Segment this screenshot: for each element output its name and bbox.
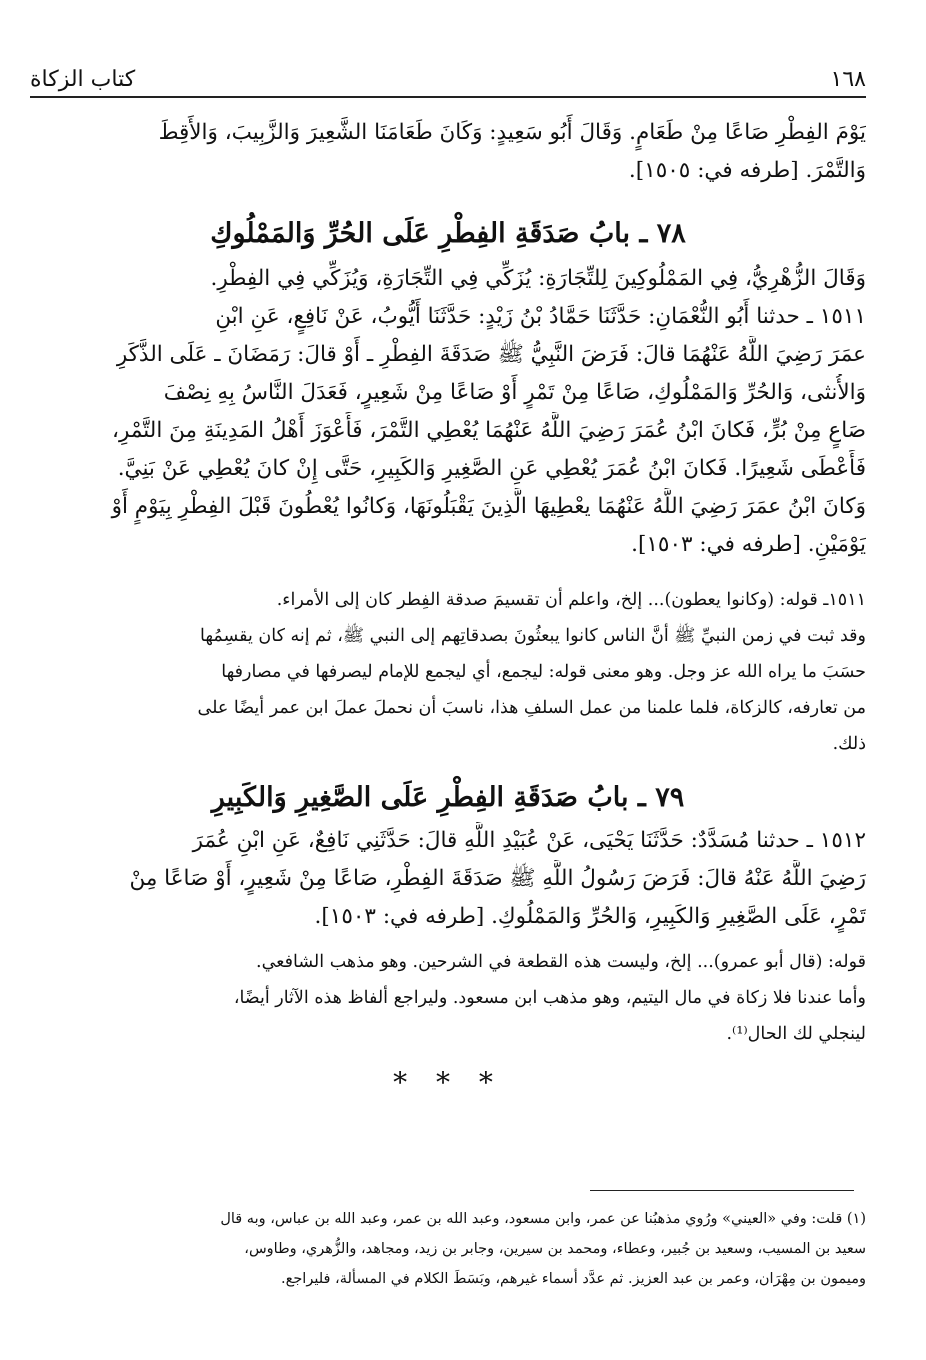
text-line: من تعارفه، كالزكاة، فلما علمنا من عمل السلفِ هذا، ناسبَ أن نحملَ عملَ ابن عمر أيضًا على	[197, 698, 866, 718]
footnote-line: وميمون بن مِهْرَان، وعمر بن عبد العزيز. ثم عدَّد أسماء غيرهم، وبَسَطَ الكلام في المسألة، فليراجع.	[281, 1271, 866, 1287]
text-line: ذلك.	[832, 734, 866, 754]
footnote-divider	[590, 1190, 854, 1191]
text-line: ١٥١١ـ قوله: (وكانوا يعطون)... إلخ، واعلم أن تقسيمَ صدقة الفِطر كان إلى الأمراء.	[276, 590, 866, 610]
footnote-line: (١) قلت: وفي «العيني» ورُوي مذهبُنا عن عمر، وابن مسعود، وعبد الله بن عمر، وعبد الله بن عباس، وبه قال	[220, 1211, 866, 1227]
footnote-line: سعيد بن المسيب، وسعيد بن جُبير، وعطاء، ومحمد بن سيرين، وجابر بن زيد، ومجاهد، والزُّهري، وطاوس،	[244, 1241, 866, 1257]
text-line: فَأَعْطَى شَعِيرًا. فَكانَ ابْنُ عُمَرَ يُعْطِي عَنِ الصَّغِيرِ وَالكَبِيرِ، حَتَّى إِنْ كانَ يُعْطِي عَنْ بَنِيَّ.	[117, 456, 866, 481]
hadith-1512	[30, 822, 866, 936]
section-separator: * * *	[393, 1066, 503, 1099]
text-line: قوله: (قال أبو عمرو)... إلخ، وليست هذه القطعة في الشرحين. وهو مذهب الشافعي.	[256, 952, 866, 972]
text-line: يَوْمَ الفِطْرِ صَاعًا مِنْ طَعَامٍ. وَقَالَ أَبُو سَعِيدٍ: وَكَانَ طَعَامَنَا الشَّعِيرَ وَالزَّبِيبَ، وَالأَقِطَ	[158, 120, 866, 145]
text-line: وَالأُنثى، وَالحُرِّ وَالمَمْلُوكِ، صَاعًا مِنْ تَمْرٍ أَوْ صَاعًا مِنْ شَعِيرٍ، فَعَدَلَ النَّاسُ بِهِ نِصْفَ	[163, 380, 866, 405]
chapter-heading-79: ٧٩ ـ بابُ صَدَقَةِ الفِطْرِ عَلَى الصَّغِيرِ وَالكَبِيرِ	[211, 782, 685, 813]
text-line: لينجلي لك الحال⁽¹⁾.	[726, 1024, 866, 1044]
text-line: يَوْمَيْنِ. [طرفه في: ١٥٠٣].	[631, 532, 866, 557]
text-line: تَمْرٍ، عَلَى الصَّغِيرِ وَالكَبِيرِ، وَالحُرِّ وَالمَمْلُوكِ. [طرفه في: ١٥٠٣].	[314, 904, 866, 929]
text-line: عمَرَ رَضِيَ اللَّهُ عَنْهُمَا قالَ: فَرَضَ النَّبِيُّ ﷺ صَدَقَةَ الفِطْرِ ـ أَوْ قالَ: رَمَضَانَ ـ عَلَى الذَّكَرِ	[116, 342, 866, 367]
text-line: رَضِيَ اللَّهُ عَنْهُ قالَ: فَرَضَ رَسُولُ اللَّهِ ﷺ صَدَقَةَ الفِطْرِ، صَاعًا مِنْ شَعِيرٍ، أَوْ صَاعًا مِنْ	[129, 866, 866, 891]
hadith-1511	[30, 260, 866, 564]
text-line: وَالتَّمْرَ. [طرفه في: ١٥٠٥].	[628, 158, 866, 183]
page-header	[30, 52, 866, 92]
text-line: وَقَالَ الزُّهْرِيُّ، فِي المَمْلُوكِينَ لِلتِّجَارَةِ: يُزَكِّي فِي التِّجَارَةِ، وَيُزَكِّي فِي الفِطْرِ.	[210, 266, 866, 291]
text-line: ١٥١١ ـ حدثنا أَبُو النُّعْمَانِ: حَدَّثَنَا حَمَّادُ بْنُ زَيْدٍ: حَدَّثَنَا أَيُّوبُ، عَنْ نَافِعٍ، عَنِ ابْنِ	[215, 304, 866, 329]
intro-paragraph	[30, 114, 866, 190]
footnote	[30, 1204, 866, 1294]
text-line: حسَبَ ما يراه الله عز وجل. وهو معنى قوله: ليجمع، أي ليجمع للإمام ليصرفها في مصارفها	[221, 662, 866, 682]
text-line: وأما عندنا فلا زكاة في مال اليتيم، وهو مذهب ابن مسعود. وليراجع ألفاظ هذه الآثار أيضًا،	[233, 988, 866, 1008]
text-line: وقد ثبت في زمن النبيِّ ﷺ أنَّ الناس كانوا يبعثُونَ بصدقاتِهم إلى النبي ﷺ، ثم إنه كان يقسِمُها	[200, 626, 866, 646]
text-line: ١٥١٢ ـ حدثنا مُسَدَّدٌ: حَدَّثَنَا يَحْيَى، عَنْ عُبَيْدِ اللَّهِ قالَ: حَدَّثَنِي نَافِعٌ، عَنِ ابْنِ عُمَرَ	[192, 828, 866, 853]
text-line: وَكانَ ابْنُ عمَرَ رَضِيَ اللَّهُ عَنْهُمَا يعْطِيهَا الَّذِينَ يَقْبَلُونَهَا، وَكانُوا يُعْطُونَ قَبْلَ الفِطْرِ بِيَوْمٍ أَوْ	[111, 494, 866, 519]
commentary-1512	[30, 944, 866, 1052]
commentary-1511	[30, 582, 866, 762]
header-divider	[30, 96, 866, 98]
book-title: كتاب الزكاة	[30, 67, 136, 92]
text-line: صَاعٍ مِنْ بُرٍّ، فَكانَ ابْنُ عُمَرَ رَضِيَ اللَّهُ عَنْهُمَا يُعْطِي التَّمْرَ، فَأَعْوَزَ أَهْلُ المَدِينَةِ مِنَ التَّمْرِ،	[112, 418, 866, 443]
page-number: ١٦٨	[830, 67, 866, 92]
chapter-heading-78: ٧٨ ـ بابُ صَدَقَةِ الفِطْرِ عَلَى الحُرِّ وَالمَمْلُوكِ	[210, 218, 686, 249]
